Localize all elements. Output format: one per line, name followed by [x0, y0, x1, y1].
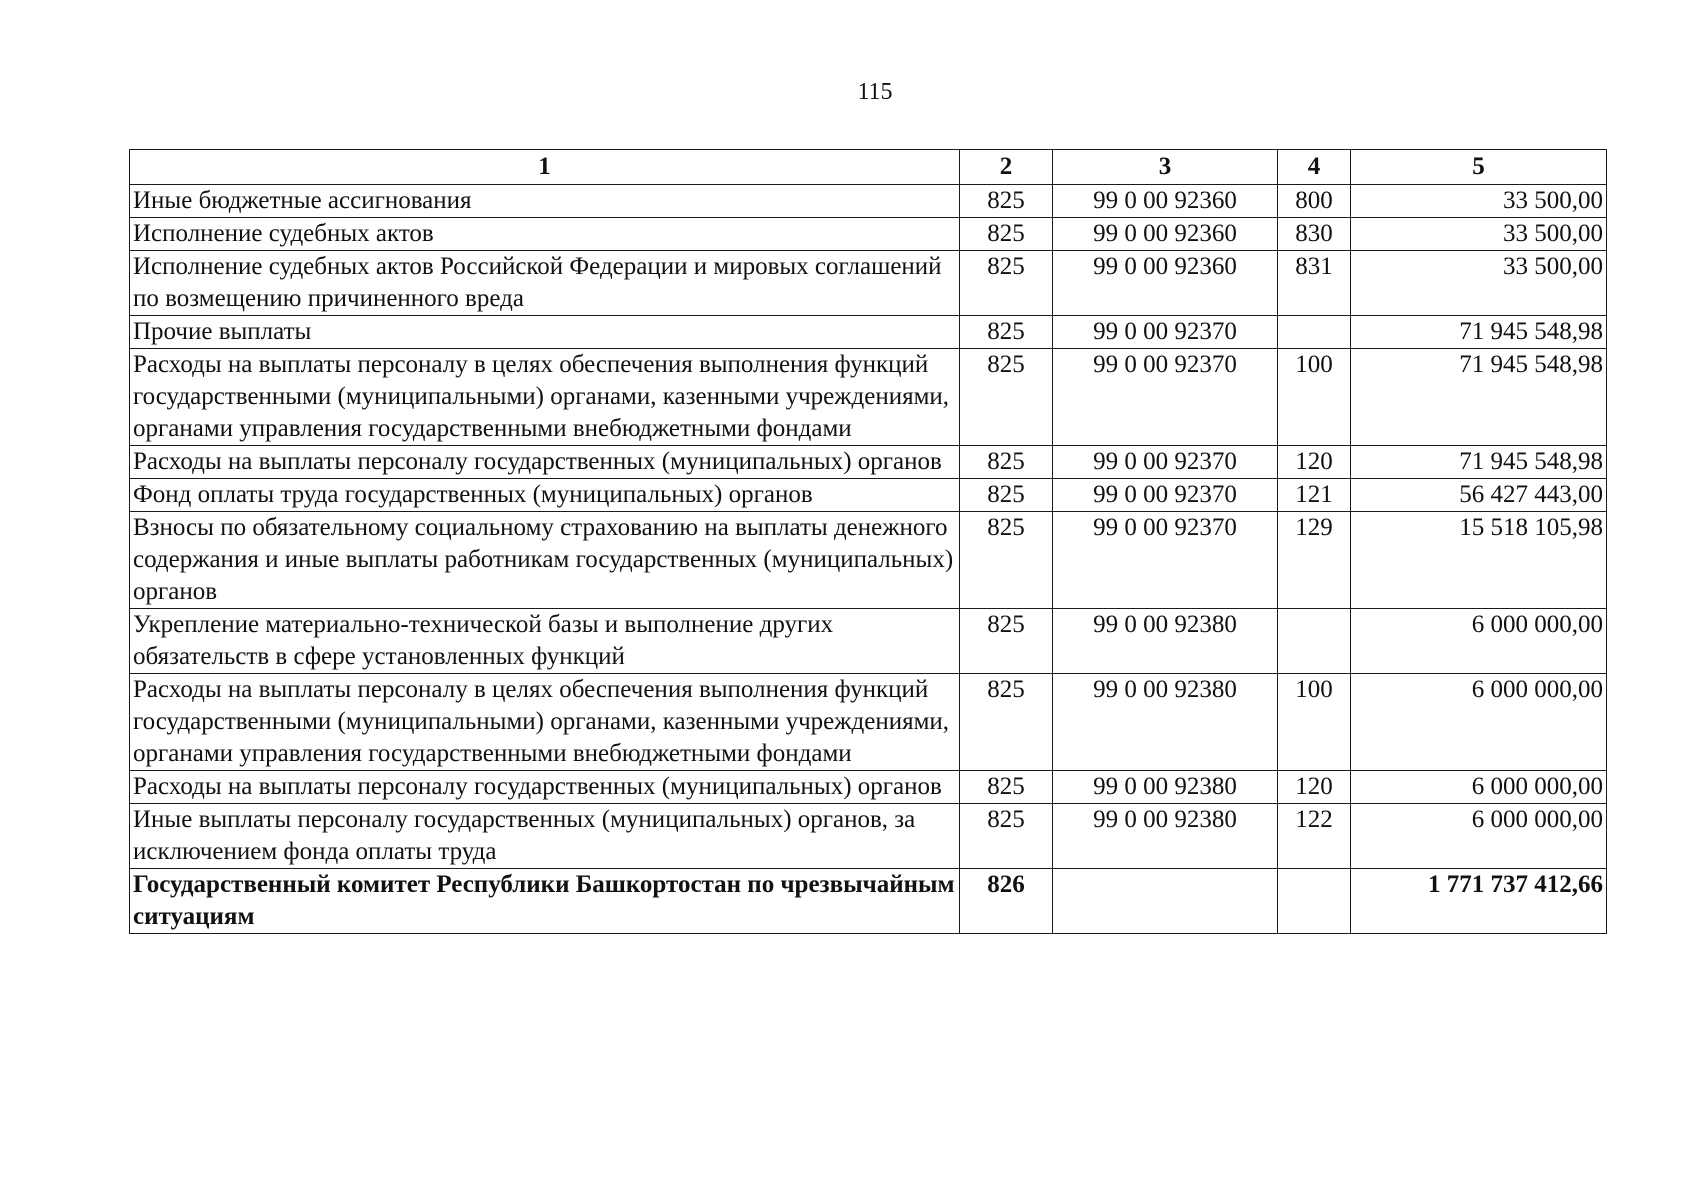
- amount-cell: 15 518 105,98: [1351, 512, 1607, 609]
- amount-cell: 33 500,00: [1351, 185, 1607, 218]
- row-name-cell: Расходы на выплаты персоналу государственных (муниципальных) органов: [130, 446, 960, 479]
- target-article-cell: 99 0 00 92380: [1053, 609, 1278, 674]
- amount-cell: 71 945 548,98: [1351, 316, 1607, 349]
- department-code-cell: 826: [960, 869, 1053, 934]
- expense-type-cell: 830: [1278, 218, 1351, 251]
- table-row: [130, 674, 1607, 771]
- department-code-cell: 825: [960, 446, 1053, 479]
- table-row: [130, 479, 1607, 512]
- table-body: [130, 185, 1607, 934]
- amount-cell: 71 945 548,98: [1351, 349, 1607, 446]
- header-cell: 3: [1053, 150, 1278, 185]
- table-row: [130, 804, 1607, 869]
- department-code-cell: 825: [960, 218, 1053, 251]
- target-article-cell: 99 0 00 92360: [1053, 185, 1278, 218]
- row-name-cell: Прочие выплаты: [130, 316, 960, 349]
- target-article-cell: 99 0 00 92370: [1053, 316, 1278, 349]
- row-name-cell: Иные бюджетные ассигнования: [130, 185, 960, 218]
- table-header-row: [130, 150, 1607, 185]
- amount-cell: 71 945 548,98: [1351, 446, 1607, 479]
- amount-cell: 6 000 000,00: [1351, 609, 1607, 674]
- target-article-cell: 99 0 00 92370: [1053, 446, 1278, 479]
- row-name-cell: Укрепление материально-технической базы и выполнение других обязательств в сфере установленных функций: [130, 609, 960, 674]
- header-cell: 4: [1278, 150, 1351, 185]
- expense-type-cell: 831: [1278, 251, 1351, 316]
- row-name-cell: Государственный комитет Республики Башкортостан по чрезвычайным ситуациям: [130, 869, 960, 934]
- expense-type-cell: 100: [1278, 349, 1351, 446]
- amount-cell: 1 771 737 412,66: [1351, 869, 1607, 934]
- row-name-cell: Расходы на выплаты персоналу в целях обеспечения выполнения функций государственными (муниципальными) органами, казенными учреждениями, органами управления государственными внебюджетными фондами: [130, 674, 960, 771]
- target-article-cell: 99 0 00 92370: [1053, 512, 1278, 609]
- department-code-cell: 825: [960, 771, 1053, 804]
- amount-cell: 33 500,00: [1351, 218, 1607, 251]
- target-article-cell: 99 0 00 92380: [1053, 674, 1278, 771]
- department-code-cell: 825: [960, 316, 1053, 349]
- expense-type-cell: [1278, 609, 1351, 674]
- header-cell: 2: [960, 150, 1053, 185]
- amount-cell: 6 000 000,00: [1351, 771, 1607, 804]
- header-cell: 5: [1351, 150, 1607, 185]
- page-number: 115: [857, 79, 893, 105]
- budget-table: [129, 149, 1607, 934]
- header-cell: 1: [130, 150, 960, 185]
- target-article-cell: 99 0 00 92360: [1053, 251, 1278, 316]
- expense-type-cell: [1278, 316, 1351, 349]
- table-row: [130, 446, 1607, 479]
- row-name-cell: Взносы по обязательному социальному страхованию на выплаты денежного содержания и иные выплаты работникам государственных (муниципальных) органов: [130, 512, 960, 609]
- table-row: [130, 609, 1607, 674]
- table-row: [130, 316, 1607, 349]
- department-code-cell: 825: [960, 349, 1053, 446]
- expense-type-cell: 121: [1278, 479, 1351, 512]
- expense-type-cell: [1278, 869, 1351, 934]
- target-article-cell: 99 0 00 92380: [1053, 771, 1278, 804]
- target-article-cell: 99 0 00 92360: [1053, 218, 1278, 251]
- row-name-cell: Расходы на выплаты персоналу государственных (муниципальных) органов: [130, 771, 960, 804]
- row-name-cell: Расходы на выплаты персоналу в целях обеспечения выполнения функций государственными (муниципальными) органами, казенными учреждениями, органами управления государственными внебюджетными фондами: [130, 349, 960, 446]
- department-code-cell: 825: [960, 609, 1053, 674]
- table-row: [130, 771, 1607, 804]
- amount-cell: 33 500,00: [1351, 251, 1607, 316]
- row-name-cell: Иные выплаты персоналу государственных (муниципальных) органов, за исключением фонда оплаты труда: [130, 804, 960, 869]
- department-code-cell: 825: [960, 674, 1053, 771]
- table-row: [130, 185, 1607, 218]
- amount-cell: 56 427 443,00: [1351, 479, 1607, 512]
- expense-type-cell: 122: [1278, 804, 1351, 869]
- department-code-cell: 825: [960, 185, 1053, 218]
- target-article-cell: 99 0 00 92370: [1053, 349, 1278, 446]
- amount-cell: 6 000 000,00: [1351, 674, 1607, 771]
- expense-type-cell: 100: [1278, 674, 1351, 771]
- row-name-cell: Исполнение судебных актов: [130, 218, 960, 251]
- table-row: [130, 218, 1607, 251]
- target-article-cell: 99 0 00 92370: [1053, 479, 1278, 512]
- target-article-cell: 99 0 00 92380: [1053, 804, 1278, 869]
- table-row: [130, 349, 1607, 446]
- expense-type-cell: 120: [1278, 446, 1351, 479]
- department-code-cell: 825: [960, 804, 1053, 869]
- row-name-cell: Исполнение судебных актов Российской Федерации и мировых соглашений по возмещению причиненного вреда: [130, 251, 960, 316]
- table-row-total: [130, 869, 1607, 934]
- department-code-cell: 825: [960, 479, 1053, 512]
- expense-type-cell: 120: [1278, 771, 1351, 804]
- row-name-cell: Фонд оплаты труда государственных (муниципальных) органов: [130, 479, 960, 512]
- amount-cell: 6 000 000,00: [1351, 804, 1607, 869]
- target-article-cell: [1053, 869, 1278, 934]
- expense-type-cell: 800: [1278, 185, 1351, 218]
- table-row: [130, 512, 1607, 609]
- department-code-cell: 825: [960, 512, 1053, 609]
- table-row: [130, 251, 1607, 316]
- expense-type-cell: 129: [1278, 512, 1351, 609]
- department-code-cell: 825: [960, 251, 1053, 316]
